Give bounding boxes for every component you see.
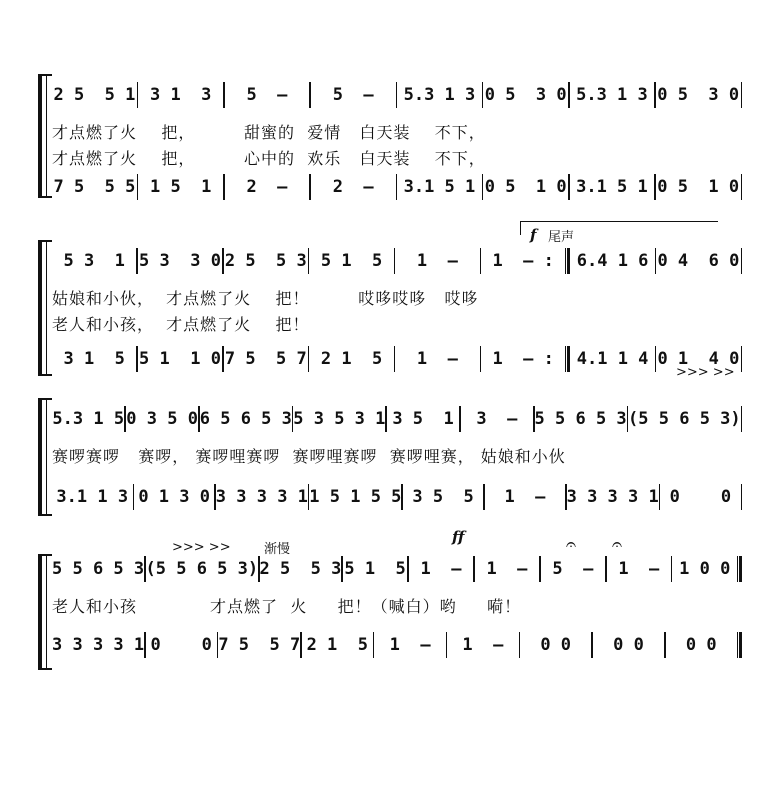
measure: 5.3 1 3 <box>403 85 476 105</box>
measure: 1 0 0 <box>679 559 731 579</box>
coda-label: 尾声 <box>548 230 575 245</box>
measure: 2 — <box>332 177 374 197</box>
measure: 5 — <box>332 85 374 105</box>
measure: 2 — <box>246 177 288 197</box>
upper-voice-row <box>52 248 742 274</box>
upper-voice-row <box>52 82 742 108</box>
lyrics-verse-2: 老人和小孩， 才点燃了火 把！ <box>52 314 310 334</box>
system-line <box>46 398 47 516</box>
measure: 0 0 <box>613 635 644 655</box>
measure: 3 5 5 <box>412 487 474 507</box>
accent-marks: >>> >> <box>676 365 735 380</box>
measure: 2 5 5 1 <box>53 85 136 105</box>
lyrics-verse-2: 才点燃了火 把， 心中的 欢乐 白天装 不下， <box>52 148 486 168</box>
brace-cap <box>38 196 52 198</box>
measure: (5 5 6 5 3) <box>628 409 741 429</box>
score-system-1 <box>0 62 772 212</box>
measure: 3 1 5 <box>63 349 125 369</box>
score-system-3 <box>0 392 772 522</box>
measure: 5 5 6 5 3 <box>52 559 145 579</box>
measure: 3 3 3 3 1 <box>566 487 659 507</box>
system-brace <box>38 74 42 198</box>
lower-voice-row <box>52 484 742 510</box>
upper-voice-row <box>52 556 742 582</box>
measure: 1 — : <box>492 251 554 271</box>
score-system-4 <box>0 548 772 678</box>
measure: 0 4 6 0 <box>657 251 740 271</box>
measure: 7 5 5 7 <box>224 349 307 369</box>
measure: 2 1 5 <box>320 349 383 369</box>
measure: 0 0 <box>669 487 732 507</box>
measure: 3.1 5 1 <box>403 177 476 197</box>
measure: 1 — <box>504 487 546 507</box>
system-brace <box>38 554 42 670</box>
measure: 1 5 1 <box>149 177 212 197</box>
measure: 5 — <box>552 559 594 579</box>
brace-cap <box>38 398 52 400</box>
measure: 5 3 3 0 <box>139 251 221 271</box>
measure: 7 5 5 7 <box>218 635 301 655</box>
measure: 5 5 6 5 3 <box>534 409 627 429</box>
measure: 1 5 1 5 5 <box>309 487 402 507</box>
measure: 1 — <box>420 559 462 579</box>
measure: 1 — <box>486 559 528 579</box>
measure: 6.4 1 6 <box>576 251 649 271</box>
measure: 0 5 3 0 <box>484 85 567 105</box>
lyrics-verse-1: 才点燃了火 把， 甜蜜的 爱情 白天装 不下， <box>52 122 486 142</box>
measure: 5 3 5 3 1 <box>293 409 386 429</box>
upper-voice-row <box>52 406 742 432</box>
measure: (5 5 6 5 3) <box>145 559 259 579</box>
measure: 2 1 5 <box>306 635 368 655</box>
measure: 1 — <box>416 251 458 271</box>
brace-cap <box>38 554 52 556</box>
accent-marks: >>> >> <box>172 540 231 555</box>
lower-voice-row <box>52 346 742 372</box>
measure: 3 3 3 3 1 <box>52 635 145 655</box>
measure: 3.1 5 1 <box>576 177 648 197</box>
measure: 1 — : <box>492 349 554 369</box>
brace-cap <box>38 374 52 376</box>
brace-cap <box>38 514 52 516</box>
measure: 5.3 1 3 <box>576 85 648 105</box>
dynamic-f: f <box>530 226 537 244</box>
measure: 2 5 5 3 <box>259 559 342 579</box>
brace-cap <box>38 74 52 76</box>
brace-cap <box>38 240 52 242</box>
brace-cap <box>38 668 52 670</box>
measure: 5 1 5 <box>344 559 406 579</box>
measure: 3 3 3 3 1 <box>215 487 308 507</box>
measure: 0 3 5 0 <box>126 409 198 429</box>
measure: 1 — <box>618 559 660 579</box>
measure: 0 1 4 0 <box>657 349 740 369</box>
measure: 1 — <box>462 635 504 655</box>
lower-voice-row <box>52 632 742 658</box>
lyrics-verse-1: 老人和小孩 才点燃了 火 把！（喊白）哟 嗬！ <box>52 596 522 616</box>
measure: 3 1 3 <box>149 85 212 105</box>
fermata-icon: 𝄐 <box>612 534 623 555</box>
measure: 6 5 6 5 3 <box>199 409 292 429</box>
measure: 0 0 <box>540 635 572 655</box>
system-line <box>46 554 47 670</box>
system-brace <box>38 240 42 376</box>
measure: 0 0 <box>150 635 212 655</box>
measure: 5.3 1 5 <box>52 409 125 429</box>
measure: 0 5 3 0 <box>657 85 740 105</box>
lower-voice-row <box>52 174 742 200</box>
coda-bracket <box>520 221 718 222</box>
dynamic-ff: ff <box>452 528 465 546</box>
measure: 0 5 1 0 <box>484 177 567 197</box>
measure: 7 5 5 5 <box>53 177 136 197</box>
system-line <box>46 240 47 376</box>
measure: 1 — <box>389 635 431 655</box>
lyrics-verse-1: 赛啰赛啰 赛啰， 赛啰哩赛啰 赛啰哩赛啰 赛啰哩赛， 姑娘和小伙 <box>52 446 566 466</box>
fermata-icon: 𝄐 <box>566 534 577 555</box>
measure: 1 — <box>416 349 458 369</box>
measure: 5 3 1 <box>63 251 125 271</box>
measure: 5 1 1 0 <box>139 349 221 369</box>
tempo-marking: 渐慢 <box>264 542 291 557</box>
measure: 0 1 3 0 <box>138 487 210 507</box>
measure: 3 — <box>476 409 518 429</box>
measure: 4.1 1 4 <box>576 349 649 369</box>
measure: 0 5 1 0 <box>657 177 740 197</box>
measure: 5 1 5 <box>320 251 383 271</box>
measure: 0 0 <box>685 635 717 655</box>
lyrics-verse-1: 姑娘和小伙， 才点燃了火 把！ 哎哆哎哆 哎哆 <box>52 288 479 308</box>
measure: 3 5 1 <box>392 409 454 429</box>
system-line <box>46 74 47 198</box>
measure: 3.1 1 3 <box>56 487 129 507</box>
measure: 5 — <box>246 85 288 105</box>
measure: 2 5 5 3 <box>224 251 307 271</box>
score-system-2 <box>0 228 772 378</box>
system-brace <box>38 398 42 516</box>
